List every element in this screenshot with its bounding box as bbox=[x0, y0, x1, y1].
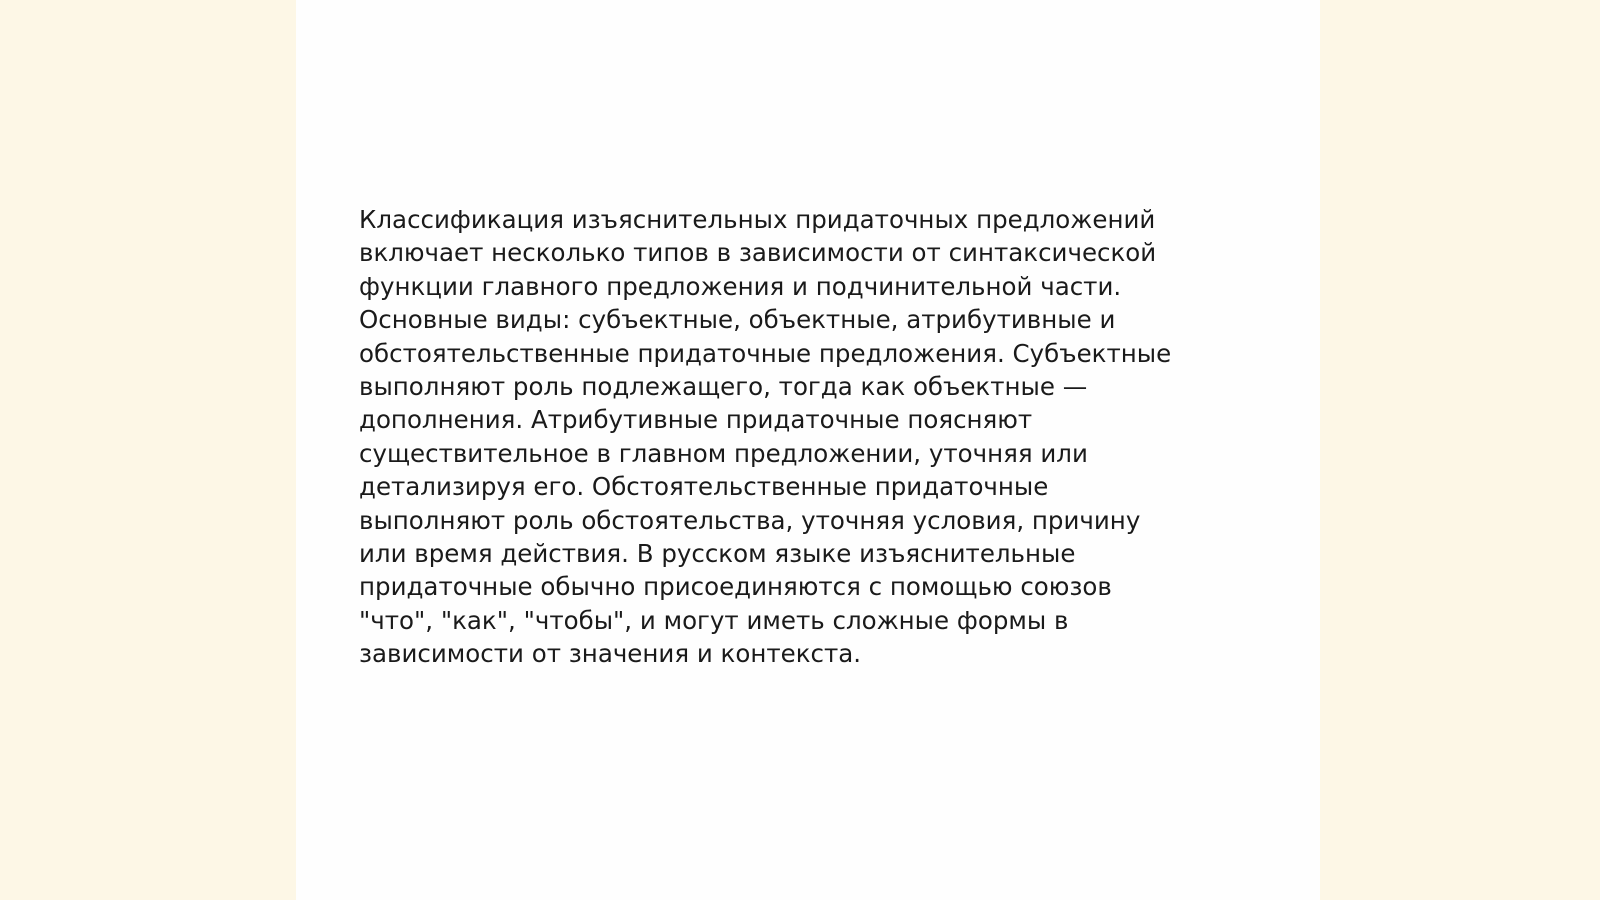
text-line: существительное в главном предложении, уточняя или bbox=[359, 438, 1088, 468]
text-line: включает несколько типов в зависимости от синтаксической bbox=[359, 238, 1157, 268]
text-line: Классификация изъяснительных придаточных предложений bbox=[359, 205, 1156, 234]
text-line: обстоятельственные придаточные предложения. Субъектные bbox=[359, 338, 1172, 368]
text-line: "что", "как", "чтобы", и могут иметь сложные формы в bbox=[359, 605, 1069, 635]
text-line: выполняют роль подлежащего, тогда как объектные — bbox=[359, 372, 1088, 402]
text-line: Основные виды: субъектные, объектные, атрибутивные и bbox=[359, 305, 1116, 335]
text-line: придаточные обычно присоединяются с помощью союзов bbox=[359, 572, 1112, 602]
text-line: или время действия. В русском языке изъяснительные bbox=[359, 539, 1076, 569]
text-line: выполняют роль обстоятельства, уточняя условия, причину bbox=[359, 505, 1141, 535]
document-page bbox=[296, 0, 1320, 900]
text-line: зависимости от значения и контекста. bbox=[359, 639, 862, 669]
text-line: дополнения. Атрибутивные придаточные поясняют bbox=[359, 405, 1033, 435]
text-line: функции главного предложения и подчинительной части. bbox=[359, 271, 1122, 301]
text-line: детализируя его. Обстоятельственные придаточные bbox=[359, 472, 1049, 502]
body-paragraph bbox=[359, 203, 1239, 671]
